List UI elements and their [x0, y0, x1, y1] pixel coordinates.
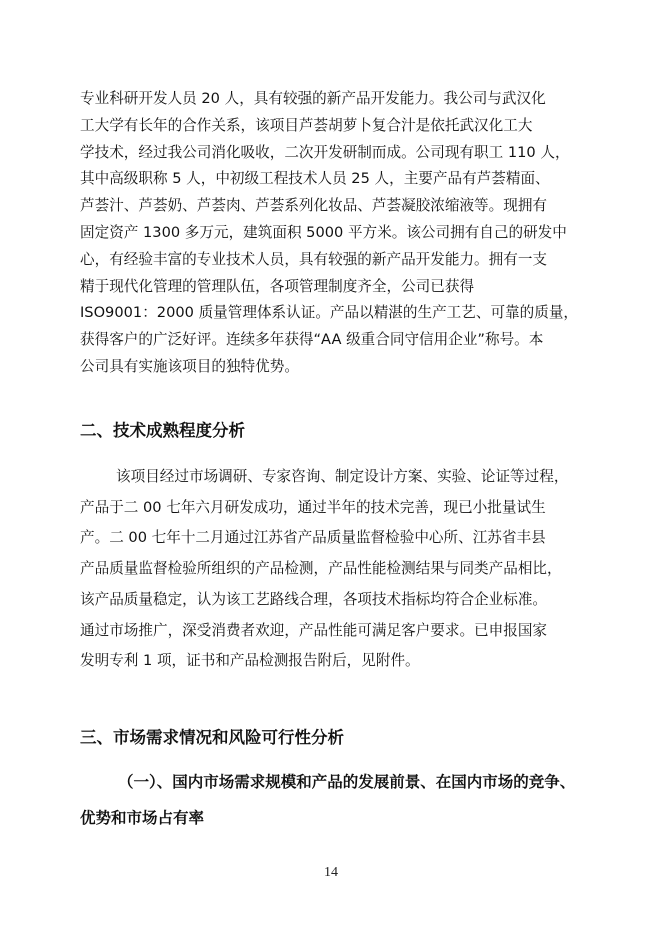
- paragraph-line: 产品于二 00 七年六月研发成功，通过半年的技术完善，现已小批量试生: [80, 498, 546, 516]
- paragraph-line: 芦荟汁、芦荟奶、芦荟肉、芦荟系列化妆品、芦荟凝胶浓缩液等。现拥有: [80, 197, 548, 215]
- paragraph-line: ISO9001：2000 质量管理体系认证。产品以精湛的生产工艺、可靠的质量，: [80, 304, 579, 322]
- paragraph-line: 发明专利 1 项，证书和产品检测报告附后，见附件。: [80, 652, 420, 670]
- paragraph-line: 公司具有实施该项目的独特优势。: [80, 357, 299, 375]
- paragraph-line: 工大学有长年的合作关系，该项目芦荟胡萝卜复合汁是依托武汉化工大: [80, 116, 533, 134]
- subsection-heading-domestic-market: [80, 764, 582, 836]
- paragraph-line: 心，有经验丰富的专业技术人员，具有较强的新产品开发能力。拥有一支: [80, 250, 548, 268]
- page-number: 14: [324, 865, 338, 880]
- paragraph-line: 该项目经过市场调研、专家咨询、制定设计方案、实验、论证等过程，: [116, 468, 569, 485]
- paragraph-line: 其中高级职称 5 人，中初级工程技术人员 25 人，主要产品有芦荟精面、: [80, 170, 550, 188]
- paragraph-line: 学技术，经过我公司消化吸收，二次开发研制而成。公司现有职工 110 人，: [80, 143, 570, 161]
- paragraph-line: 该产品质量稳定，认为该工艺路线合理，各项技术指标均符合企业标准。: [80, 590, 548, 608]
- paragraph-line: 产品质量监督检验所组织的产品检测，产品性能检测结果与同类产品相比，: [80, 560, 562, 578]
- subheading-line: 优势和市场占有率: [80, 809, 205, 827]
- paragraph-line: 固定资产 1300 多万元，建筑面积 5000 平方米。该公司拥有自己的研发中: [80, 223, 567, 241]
- paragraph-line: 获得客户的广泛好评。连续多年获得“AA 级重合同守信用企业”称号。本: [80, 331, 544, 349]
- paragraph-line: 专业科研开发人员 20 人，具有较强的新产品开发能力。我公司与武汉化: [80, 90, 546, 107]
- section-heading-market-demand: 三、市场需求情况和风险可行性分析: [80, 728, 344, 747]
- subheading-line: （一）、国内市场需求规模和产品的发展前景、在国内市场的竞争、: [118, 773, 576, 791]
- paragraph-line: 精于现代化管理的管理队伍，各项管理制度齐全，公司已获得: [80, 277, 475, 295]
- paragraph-line: 产。二 00 七年十二月通过江苏省产品质量监督检验中心所、江苏省丰县: [80, 529, 546, 547]
- section-heading-technical-maturity: 二、技术成熟程度分析: [80, 421, 245, 440]
- company-profile-paragraph: [80, 86, 582, 381]
- paragraph-line: 通过市场推广，深受消费者欢迎，产品性能可满足客户要求。已申报国家: [80, 621, 548, 639]
- technical-maturity-paragraph: [80, 462, 582, 677]
